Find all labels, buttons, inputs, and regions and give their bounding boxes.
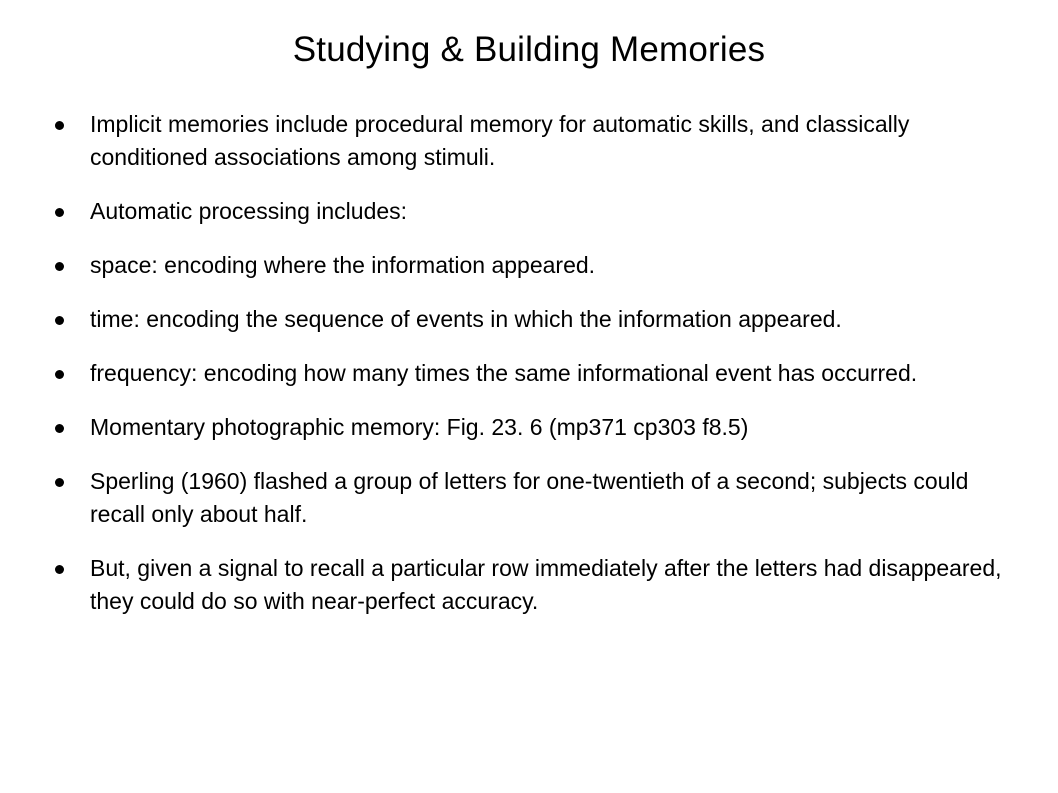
bullet-dot-icon	[55, 424, 64, 433]
slide-title: Studying & Building Memories	[292, 30, 766, 69]
bullet-dot-icon	[55, 121, 64, 130]
bullet-text: But, given a signal to recall a particular row immediately after the letters had disappeared, they could do so with near-perfect accuracy.	[90, 555, 1002, 614]
bullet-dot-icon	[55, 370, 64, 379]
bullet-item	[55, 357, 1015, 390]
bullet-dot-icon	[55, 478, 64, 487]
bullet-item	[55, 303, 1015, 336]
bullet-item	[55, 249, 1015, 282]
bullet-dot-icon	[55, 262, 64, 271]
bullet-item	[55, 411, 1015, 444]
bullet-item	[55, 108, 1015, 174]
bullet-dot-icon	[55, 208, 64, 217]
bullet-text: time: encoding the sequence of events in which the information appeared.	[90, 306, 842, 332]
bullet-text: space: encoding where the information appeared.	[90, 252, 596, 278]
bullet-text: Automatic processing includes:	[90, 198, 408, 224]
bullet-text: Sperling (1960) flashed a group of letters for one-twentieth of a second; subjects could recall only about half.	[90, 468, 969, 527]
bullet-text: Momentary photographic memory: Fig. 23. 6 (mp371 cp303 f8.5)	[90, 414, 749, 440]
bullet-item	[55, 195, 1015, 228]
bullet-text: Implicit memories include procedural memory for automatic skills, and classically conditioned associations among stimuli.	[90, 111, 910, 170]
bullet-item	[55, 552, 1015, 618]
bullet-dot-icon	[55, 565, 64, 574]
bullet-list	[55, 108, 1015, 639]
bullet-text: frequency: encoding how many times the same informational event has occurred.	[90, 360, 918, 386]
bullet-item	[55, 465, 1015, 531]
bullet-dot-icon	[55, 316, 64, 325]
